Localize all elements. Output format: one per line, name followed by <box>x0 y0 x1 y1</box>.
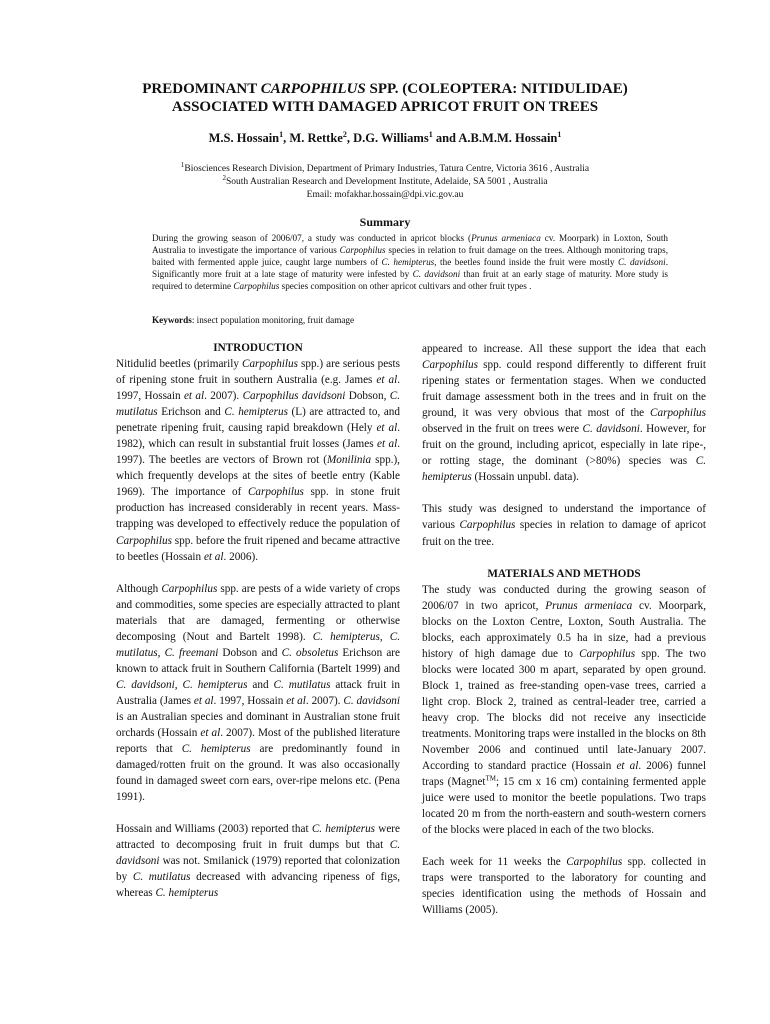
right-column <box>422 341 706 919</box>
contact-email: Email: mofakhar.hossain@dpi.vic.gov.au <box>306 190 464 200</box>
keywords-label: Keywords <box>152 315 192 325</box>
methods-paragraph-1: The study was conducted during the growing season of 2006/07 in two apricot, Prunus armeniaca cv. Moorpark, blocks on the Loxton Centre, Loxton, South Australia. The blocks, each approximately 0.5 ha in size, had a previous history of high damage due to Carpophilus spp. The two blocks were located 300 m apart, separated by open ground. Block 1, trained as free-standing open-vase trees, carried a light crop. Block 2, trained as central-leader tree, carried a heavy crop. The blocks did not receive any insecticide treatments. Monitoring traps were installed in the blocks on 8th November 2006 and continued until late-January 2007. According to standard practice (Hossain et al. 2006) funnel traps (Magnet™; 15 cm x 16 cm) containing fermented apple juice were used to monitor the beetle populations. Two traps located 20 m from the north-eastern and south-western corners of the blocks were placed in each of the two blocks. <box>422 583 707 837</box>
affiliations <box>100 160 670 202</box>
affiliation-2: $^2$South Australian Research and Development Institute, Adelaide, SA 5001 , Australia <box>222 173 548 187</box>
left-column <box>116 340 400 902</box>
title-line-2: ASSOCIATED WITH DAMAGED APRICOT FRUIT ON TREES <box>171 99 599 115</box>
paper-title <box>100 80 670 116</box>
summary-text: During the growing season of 2006/07, a study was conducted in apricot blocks (Prunus armeniaca cv. Moorpark) in Loxton, South Australia to investigate the importance of various Carpophilus species in relation to fruit damage on the trees. Although monitoring traps, baited with fermented apple juice, caught large numbers of C. hemipterus, the beetles found inside the fruit were mostly C. davidsoni. Significantly more fruit at a late stage of maturity were infested by C. davidsoni than fruit at an early stage of maturity. More study is required to determine Carpophilus species composition on other apricot cultivars and other fruit types . <box>152 233 669 292</box>
intro-paragraph-5: This study was designed to understand the importance of various Carpophilus species in relation to damage of apricot fruit on the tree. <box>422 503 707 548</box>
intro-paragraph-1: Nitidulid beetles (primarily Carpophilus spp.) are serious pests of ripening stone fruit in southern Australia (e.g. James et al. 1997, Hossain et al. 2007). Carpophilus davidsoni Dobson, C. mutilatus Erichson and C. hemipterus (L) are attracted to, and penetrate ripening fruit, causing rapid breakdown (Hely et al. 1982), which can result in substantial fruit losses (James et al. 1997). The beetles are vectors of Brown rot (Monilinia spp.), which frequently develops at the sites of beetle entry (Kable 1969). The importance of Carpophilus spp. in stone fruit production has increased considerably in recent years. Mass-trapping was developed to effectively reduce the population of Carpophilus spp. before the fruit ripened and became attractive to beetles (Hossain et al. 2006). <box>116 358 401 563</box>
author-list: M.S. Hossain$^1$, M. Rettke$^2$, D.G. Williams$^1$ and A.B.M.M. Hossain$^1$ <box>208 129 562 145</box>
affiliation-1: $^1$Biosciences Research Division, Department of Primary Industries, Tatura Centre, Victoria 3616 , Australia <box>180 160 590 174</box>
keywords: Keywords: insect population monitoring, fruit damage <box>152 315 355 325</box>
methods-paragraph-2: Each week for 11 weeks the Carpophilus spp. collected in traps were transported to the laboratory for counting and species identification using the methods of Hossain and Williams (2005). <box>422 856 706 917</box>
intro-paragraph-2: Although Carpophilus spp. are pests of a wide variety of crops and commodities, some species are especially attracted to plant materials that are damaged, fermenting or otherwise decomposing (Nout and Bartelt 1998). C. hemipterus, C. mutilatus, C. freemani Dobson and C. obsoletus Erichson are known to attack fruit in Southern California (Bartelt 1999) and C. davidsoni, C. hemipterus and C. mutilatus attack fruit in Australia (James et al. 1997, Hossain et al. 2007). C. davidsoni is an Australian species and dominant in Australian stone fruit orchards (Hossain et al. 2007). Most of the published literature reports that C. hemipterus are predominantly found in damaged/rotten fruit on the ground. It was also occasionally found in damaged sweet corn ears, over-ripe melons etc. (Pena 1991). <box>116 582 401 804</box>
title-line-1: PREDOMINANT CARPOPHILUS SPP. (COLEOPTERA: NITIDULIDAE) <box>142 81 628 97</box>
summary-heading: Summary <box>359 215 411 229</box>
intro-paragraph-3: Hossain and Williams (2003) reported that C. hemipterus were attracted to decomposing fruit in fruit dumps but that C. davidsoni was not. Smilanick (1979) reported that colonization by C. mutilatus decreased with advancing ripeness of figs, whereas C. hemipterus <box>116 823 401 900</box>
introduction-heading: INTRODUCTION <box>213 342 303 354</box>
methods-heading: MATERIALS AND METHODS <box>487 567 641 580</box>
intro-paragraph-4: appeared to increase. All these support the idea that each Carpophilus spp. could respond differently to different fruit ripening states or fermentation stages. When we conducted fruit damage assessment both in the trees and in fruit on the ground, it was very obvious that most of the Carpophilus observed in the fruit on trees were C. davidsoni. However, for fruit on the ground, including apricot, especially in late ripe-, or rotting stage, the dominant (>80%) species was C. hemipterus (Hossain unpubl. data). <box>422 343 706 484</box>
